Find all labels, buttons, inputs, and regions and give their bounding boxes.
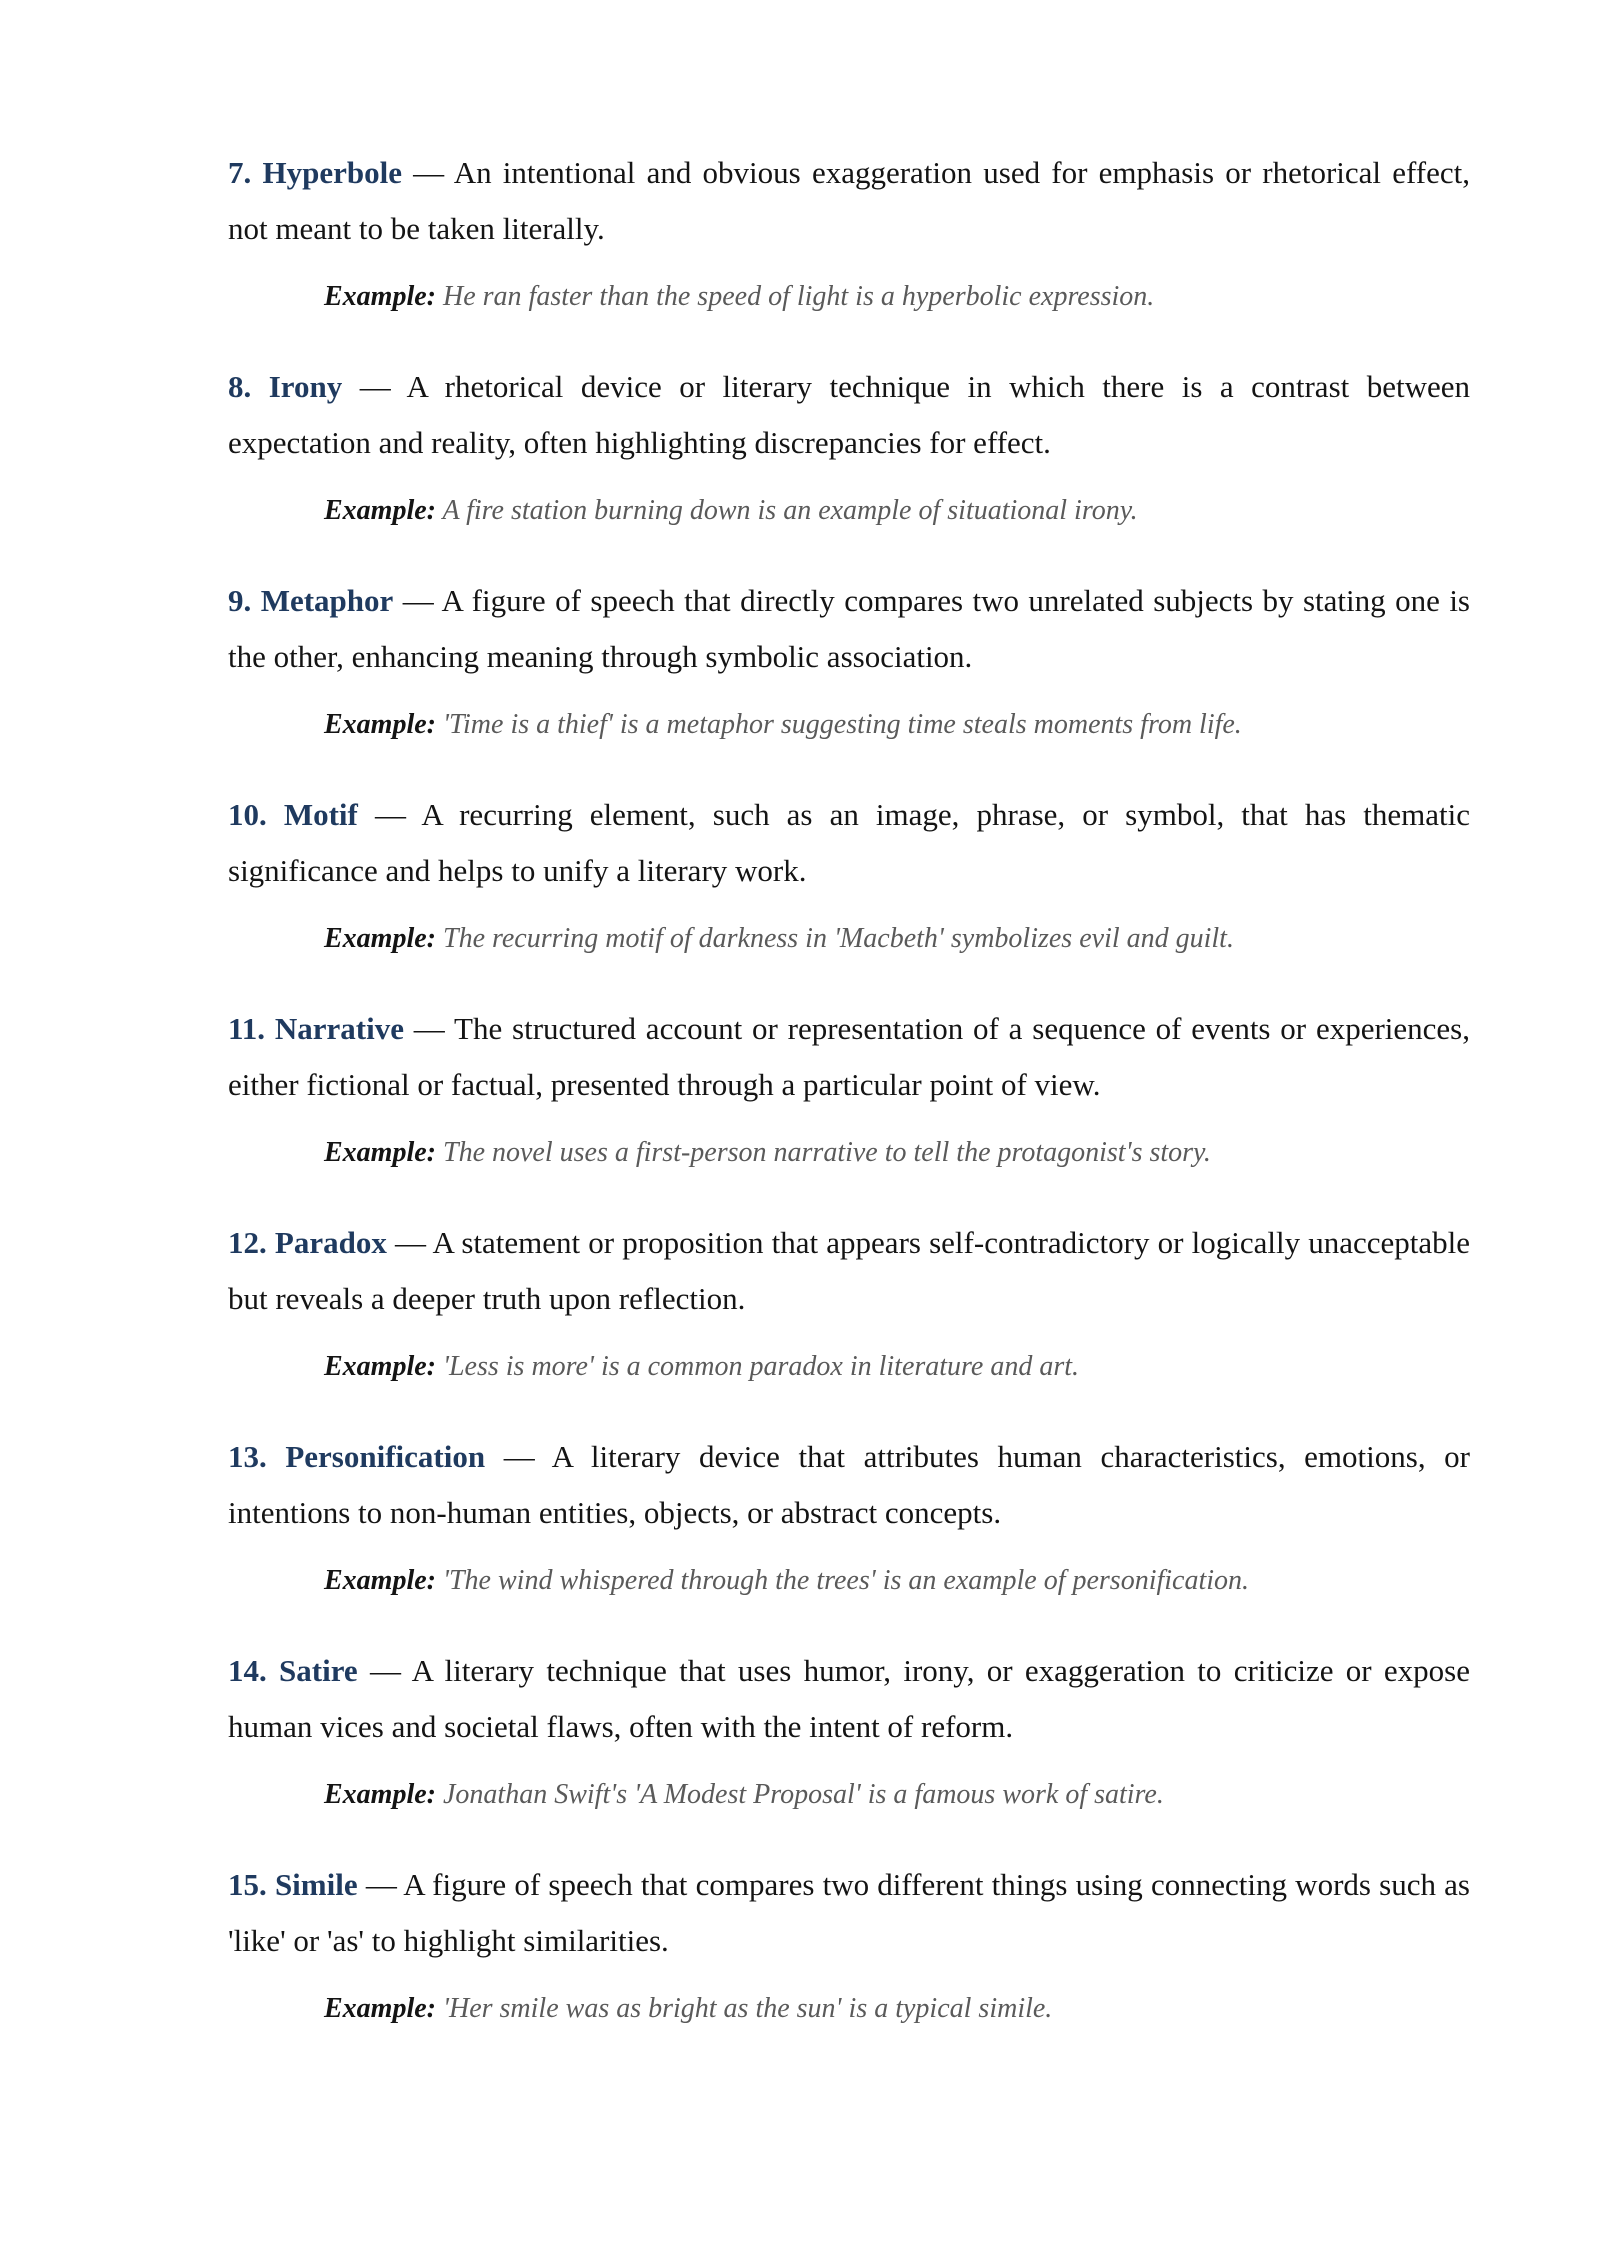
glossary-entry-metaphor bbox=[228, 573, 1470, 745]
example-text: The recurring motif of darkness in 'Macbeth' symbolizes evil and guilt. bbox=[443, 923, 1234, 954]
definition-text: A literary device that attributes human characteristics, emotions, or intentions to non-human entities, objects, or abstract concepts. bbox=[228, 1439, 1471, 1530]
em-dash: — bbox=[503, 1439, 535, 1474]
em-dash: — bbox=[413, 155, 445, 190]
example-label: Example: bbox=[324, 1137, 436, 1168]
example-text: 'The wind whispered through the trees' is an example of personification. bbox=[443, 1565, 1250, 1596]
definition-paragraph bbox=[228, 1001, 1470, 1113]
glossary-entry-hyperbole bbox=[228, 145, 1470, 317]
example-line bbox=[228, 1989, 1470, 2029]
definition-text: A figure of speech that compares two different things using connecting words such as 'like' or 'as' to highlight similarities. bbox=[228, 1867, 1470, 1958]
example-label: Example: bbox=[324, 1351, 436, 1382]
em-dash: — bbox=[395, 1225, 427, 1260]
definition-text: A statement or proposition that appears self-contradictory or logically unacceptable but reveals a deeper truth upon reflection. bbox=[228, 1225, 1471, 1316]
term-title: 14. Satire bbox=[228, 1653, 358, 1688]
definition-paragraph bbox=[228, 787, 1470, 899]
glossary-entry-paradox bbox=[228, 1215, 1470, 1387]
em-dash: — bbox=[374, 797, 406, 832]
example-line bbox=[228, 277, 1470, 317]
term-title: 9. Metaphor bbox=[228, 583, 394, 618]
definition-text: A literary technique that uses humor, irony, or exaggeration to criticize or expose human vices and societal flaws, often with the intent of reform. bbox=[228, 1653, 1471, 1744]
term-title: 12. Paradox bbox=[228, 1225, 387, 1260]
example-label: Example: bbox=[324, 281, 436, 312]
example-line bbox=[228, 1347, 1470, 1387]
definition-paragraph bbox=[228, 1857, 1470, 1969]
example-line bbox=[228, 1775, 1470, 1815]
definition-paragraph bbox=[228, 359, 1470, 471]
example-text: The novel uses a first-person narrative to tell the protagonist's story. bbox=[443, 1137, 1211, 1168]
em-dash: — bbox=[359, 369, 391, 404]
definition-paragraph bbox=[228, 573, 1470, 685]
definition-paragraph bbox=[228, 145, 1470, 257]
glossary-entry-motif bbox=[228, 787, 1470, 959]
example-line bbox=[228, 1561, 1470, 1601]
example-label: Example: bbox=[324, 495, 436, 526]
example-text: 'Less is more' is a common paradox in literature and art. bbox=[443, 1351, 1080, 1382]
definition-paragraph bbox=[228, 1429, 1470, 1541]
term-title: 13. Personification bbox=[228, 1439, 486, 1474]
term-title: 7. Hyperbole bbox=[228, 155, 402, 190]
definition-text: A recurring element, such as an image, phrase, or symbol, that has thematic significance and helps to unify a literary work. bbox=[228, 797, 1470, 888]
definition-paragraph bbox=[228, 1215, 1470, 1327]
em-dash: — bbox=[365, 1867, 397, 1902]
example-label: Example: bbox=[324, 1993, 436, 2024]
example-text: 'Time is a thief' is a metaphor suggesting time steals moments from life. bbox=[443, 709, 1242, 740]
term-title: 15. Simile bbox=[228, 1867, 358, 1902]
example-label: Example: bbox=[324, 1779, 436, 1810]
definition-text: A figure of speech that directly compares two unrelated subjects by stating one is the other, enhancing meaning through symbolic association. bbox=[228, 583, 1470, 674]
term-title: 8. Irony bbox=[228, 369, 343, 404]
glossary-entry-personification bbox=[228, 1429, 1470, 1601]
em-dash: — bbox=[369, 1653, 401, 1688]
example-line bbox=[228, 1133, 1470, 1173]
example-line bbox=[228, 491, 1470, 531]
example-line bbox=[228, 705, 1470, 745]
em-dash: — bbox=[402, 583, 434, 618]
definition-paragraph bbox=[228, 1643, 1470, 1755]
em-dash: — bbox=[413, 1011, 445, 1046]
definition-text: The structured account or representation of a sequence of events or experiences, either fictional or factual, presented through a particular point of view. bbox=[228, 1011, 1470, 1102]
term-title: 10. Motif bbox=[228, 797, 358, 832]
definition-text: A rhetorical device or literary technique in which there is a contrast between expectation and reality, often highlighting discrepancies for effect. bbox=[228, 369, 1470, 460]
glossary-entry-simile bbox=[228, 1857, 1470, 2029]
term-title: 11. Narrative bbox=[228, 1011, 404, 1046]
example-line bbox=[228, 919, 1470, 959]
example-text: A fire station burning down is an example of situational irony. bbox=[442, 495, 1138, 526]
example-text: He ran faster than the speed of light is a hyperbolic expression. bbox=[443, 281, 1155, 312]
glossary-entry-irony bbox=[228, 359, 1470, 531]
glossary-entry-satire bbox=[228, 1643, 1470, 1815]
definition-text: An intentional and obvious exaggeration used for emphasis or rhetorical effect, not meant to be taken literally. bbox=[228, 155, 1470, 246]
example-label: Example: bbox=[324, 709, 436, 740]
example-text: 'Her smile was as bright as the sun' is a typical simile. bbox=[443, 1993, 1053, 2024]
glossary-entry-narrative bbox=[228, 1001, 1470, 1173]
example-label: Example: bbox=[324, 923, 436, 954]
example-label: Example: bbox=[324, 1565, 436, 1596]
example-text: Jonathan Swift's 'A Modest Proposal' is a famous work of satire. bbox=[443, 1779, 1164, 1810]
